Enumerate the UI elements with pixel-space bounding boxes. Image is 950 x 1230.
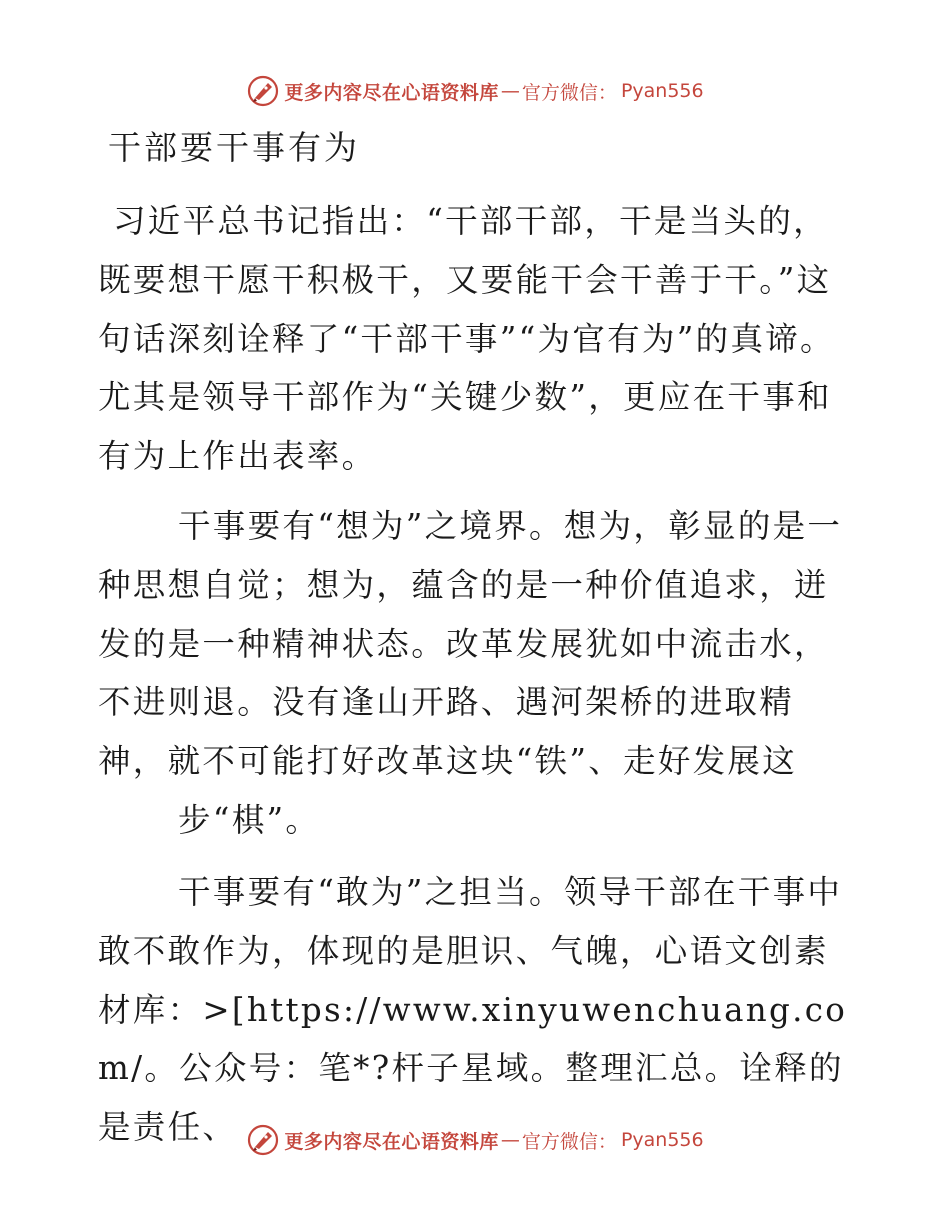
banner-wechat-id: Pyan556 — [620, 80, 704, 102]
paragraph-intro: 习近平总书记指出：“干部干部，干是当头的，既要想干愿干积极干，又要能干会干善于干。”这句话深刻诠释了“干部干事”“为官有为”的真谛。尤其是领导干部作为“关键少数”，更应在干事和有为上作出表率。 — [98, 202, 835, 476]
banner-wechat-label: 官方微信： — [521, 1130, 617, 1153]
header-watermark-banner — [0, 74, 950, 108]
paragraph-xiangwei — [98, 497, 850, 850]
banner-wechat-label: 官方微信： — [521, 81, 617, 104]
footer-watermark-banner — [0, 1123, 950, 1157]
banner-main-text: 更多内容尽在心语资料库 — [284, 1130, 499, 1153]
paragraph-ganwei: 干事要有“敢为”之担当。领导干部在干事中敢不敢作为，体现的是胆识、气魄，心语文创素材库：>[https://www.xinyuwenchuang.com/。公众号：笔*?杆子星域。整理汇总。诠释的是责任、 — [98, 873, 848, 1147]
document-title: 干部要干事有为 — [108, 128, 360, 167]
paragraph-xiangwei-main: 干事要有“想为”之境界。想为，彰显的是一种思想自觉；想为，蕴含的是一种价值追求，迸发的是一种精神状态。改革发展犹如中流击水，不进则退。没有逢山开路、遇河架桥的进取精神，就不可能打好改革这块“铁”、走好发展这 — [98, 507, 843, 781]
pen-nib-logo-icon — [246, 74, 280, 108]
pen-nib-logo-icon — [246, 1123, 280, 1157]
banner-separator: — — [500, 80, 520, 102]
banner-main-text: 更多内容尽在心语资料库 — [284, 81, 499, 104]
banner-separator: — — [500, 1129, 520, 1151]
banner-wechat-id: Pyan556 — [620, 1129, 704, 1151]
paragraph-xiangwei-tail: 步“棋”。 — [178, 800, 321, 839]
